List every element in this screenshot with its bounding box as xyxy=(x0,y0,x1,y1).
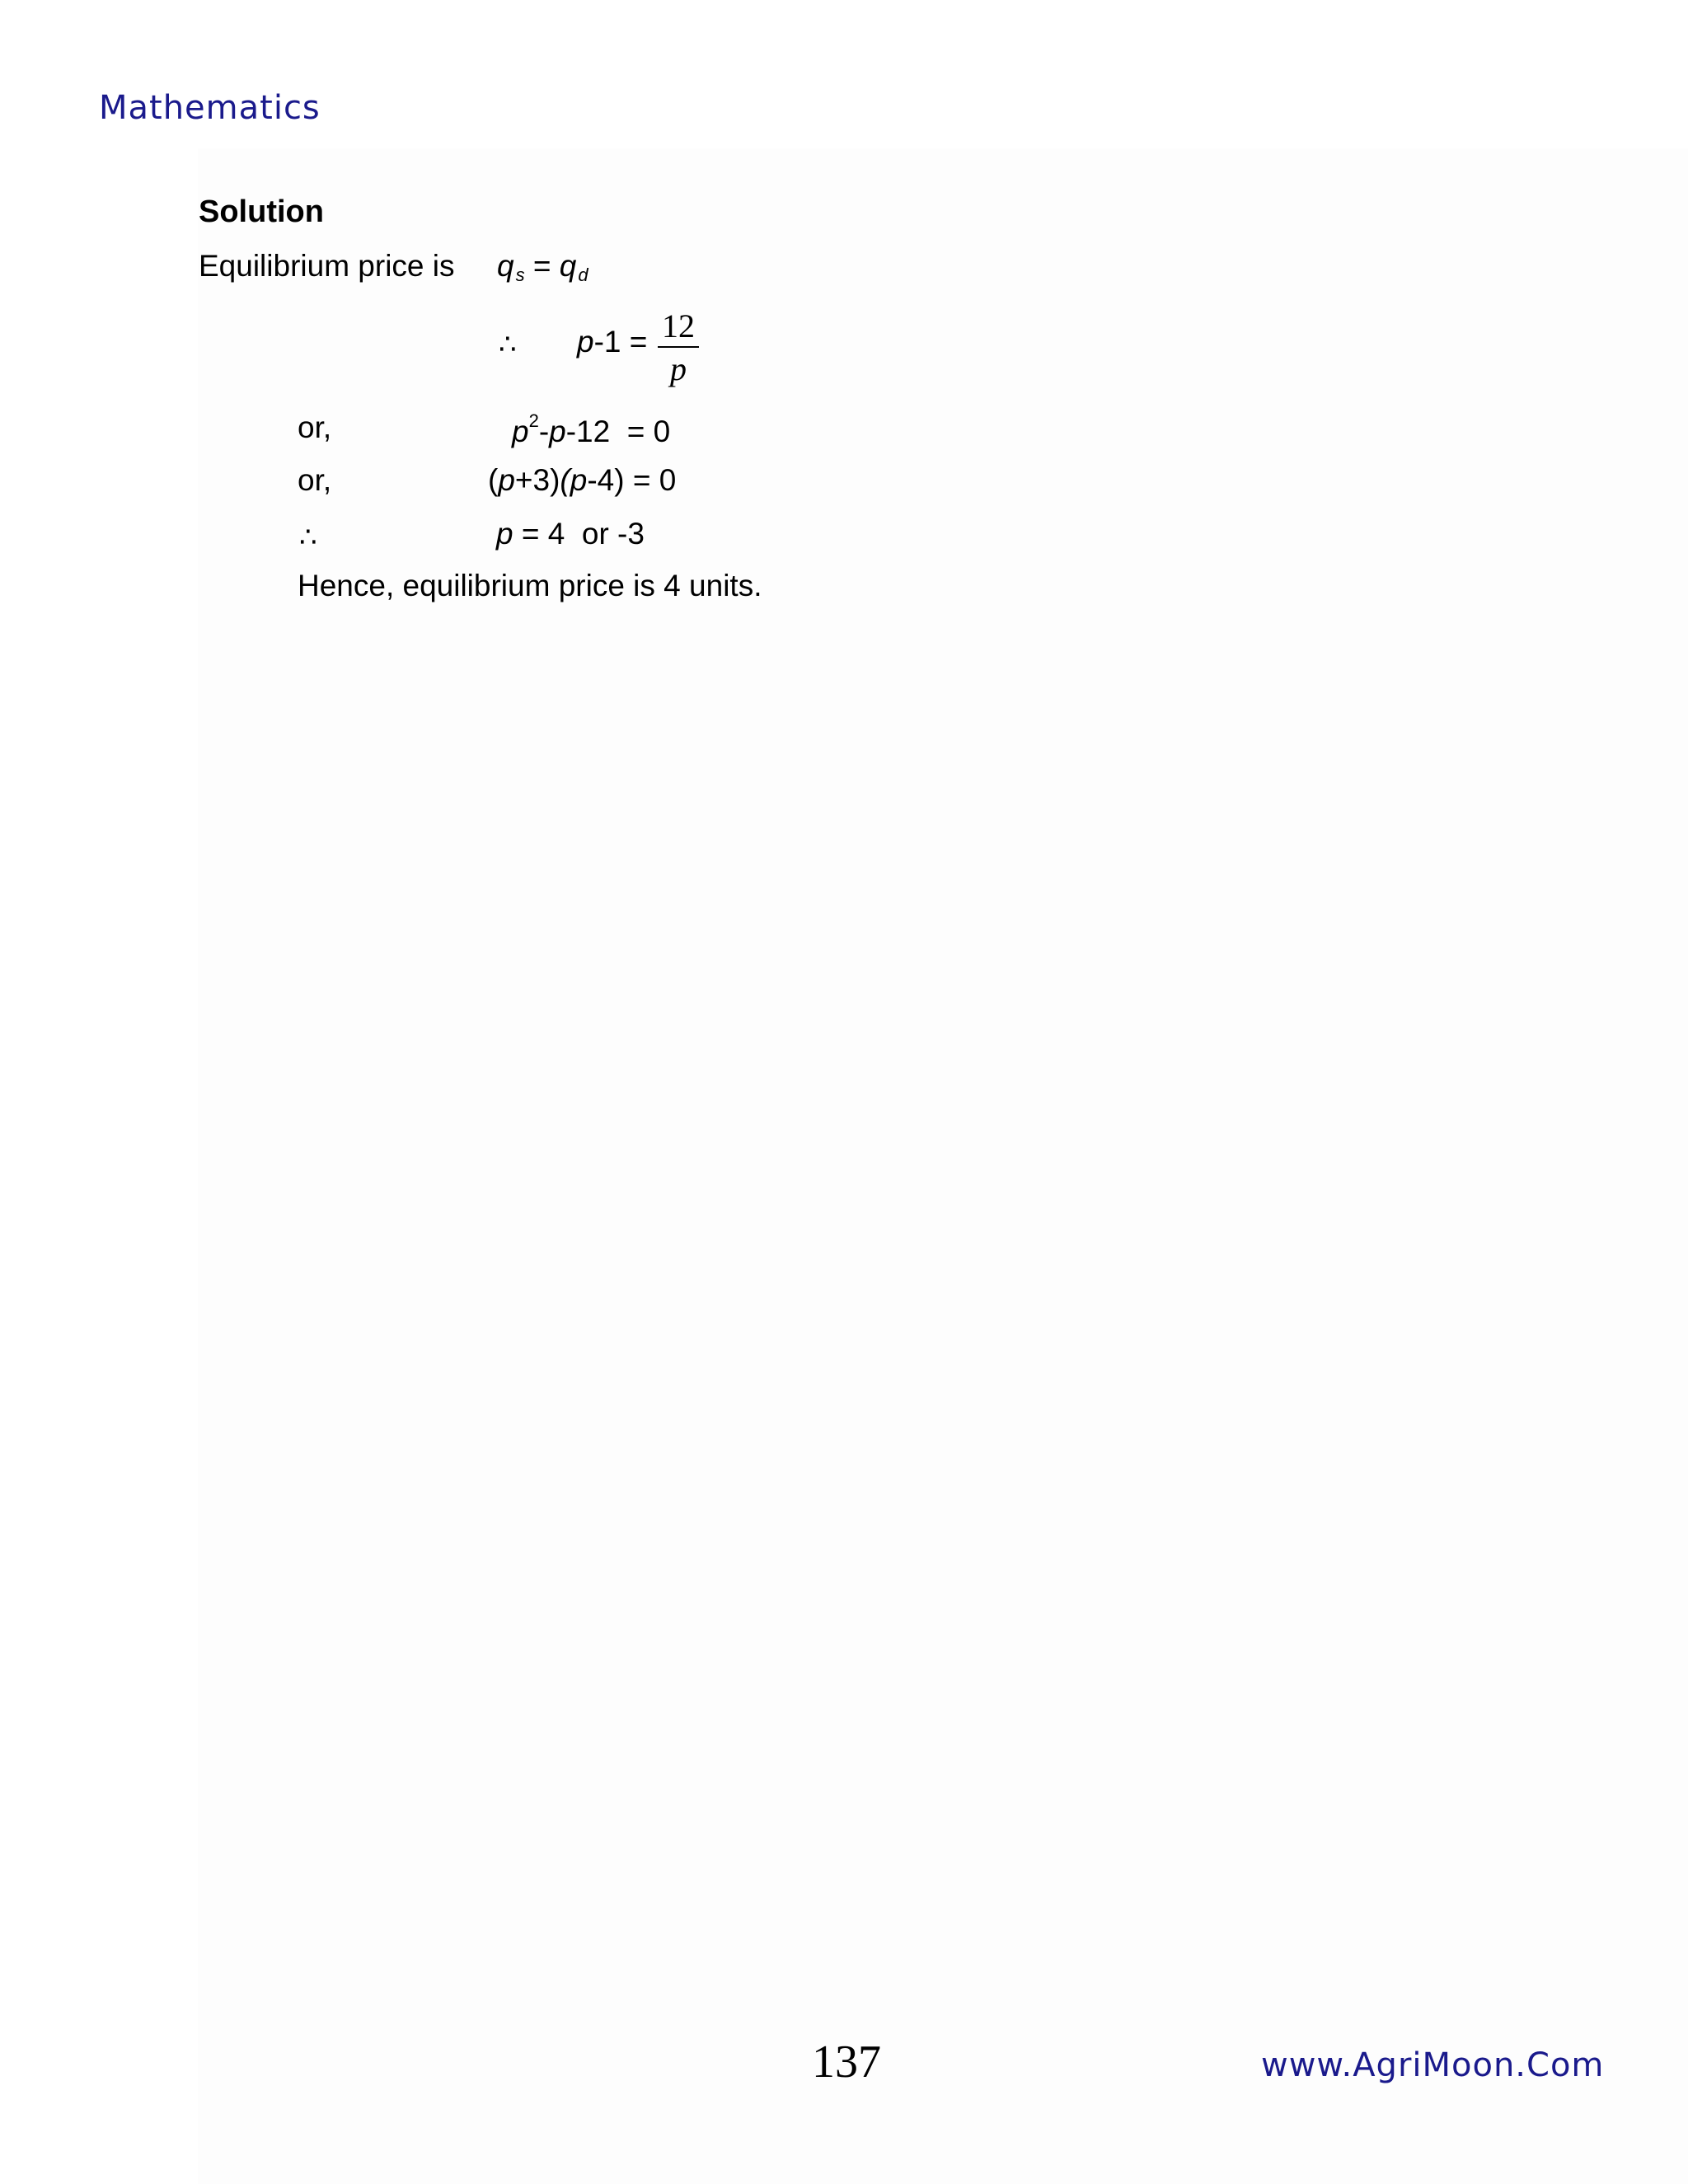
p-variable: p xyxy=(498,463,515,497)
fraction-denominator: p xyxy=(670,350,687,387)
p-variable-2: p xyxy=(570,463,588,497)
qd-subscript: d xyxy=(578,265,588,285)
fraction-bar xyxy=(658,346,699,348)
p-variable: p xyxy=(496,517,513,551)
page-background xyxy=(198,148,1688,2184)
solution-heading: Solution xyxy=(199,194,324,229)
equilibrium-label: Equilibrium price is xyxy=(199,249,455,283)
equation-solution xyxy=(496,517,645,551)
equation-qs-qd xyxy=(497,249,588,286)
conclusion-text: Hence, equilibrium price is 4 units. xyxy=(298,569,762,602)
fraction-12-over-p xyxy=(658,308,699,389)
equation-factored xyxy=(488,463,676,498)
equation-quadratic xyxy=(512,410,670,449)
or-label-2: or, xyxy=(298,463,332,497)
open-paren: ( xyxy=(488,463,499,497)
equation-p-minus-1 xyxy=(577,325,647,359)
quadratic-rest: -12 = 0 xyxy=(565,415,671,448)
therefore-symbol: ∴ xyxy=(499,328,517,361)
qd-symbol: q xyxy=(559,249,577,283)
header-subject: Mathematics xyxy=(99,89,321,127)
page-number: 137 xyxy=(812,2036,881,2088)
or-label-1: or, xyxy=(298,410,332,444)
minus-four-equals: -4) = 0 xyxy=(587,463,677,497)
therefore-symbol-2: ∴ xyxy=(299,521,317,554)
qs-symbol: q xyxy=(497,249,514,283)
equals-sign: = xyxy=(524,249,560,283)
solution-values: = 4 or -3 xyxy=(513,517,645,551)
minus-one-equals: -1 = xyxy=(593,325,648,359)
p-variable: p xyxy=(512,415,529,448)
fraction-numerator: 12 xyxy=(662,307,695,344)
superscript-2: 2 xyxy=(528,410,539,431)
plus-three: +3) xyxy=(514,463,560,497)
p-variable-2: p xyxy=(549,415,566,448)
open-paren-2: ( xyxy=(560,463,570,497)
qs-subscript: s xyxy=(515,265,525,285)
p-variable: p xyxy=(577,325,594,359)
minus-sign: - xyxy=(538,415,550,448)
website-link[interactable]: www.AgriMoon.Com xyxy=(1261,2046,1605,2084)
